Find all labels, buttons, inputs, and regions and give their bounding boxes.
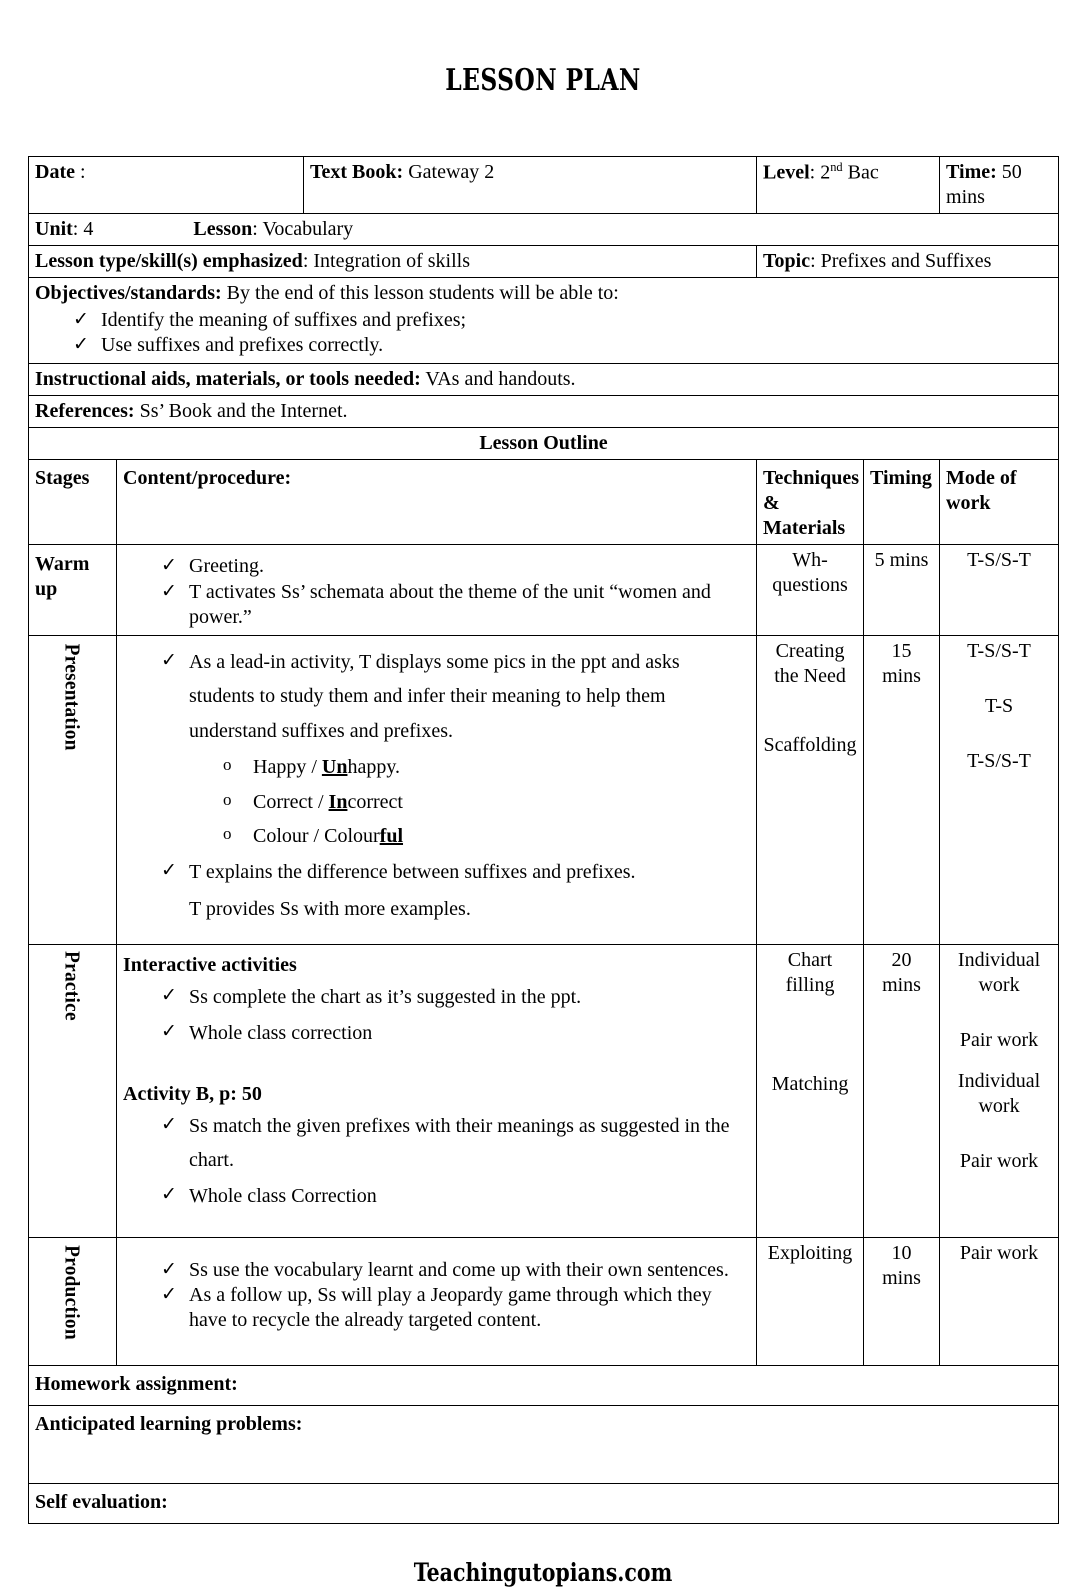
example-plain-1: Happy / bbox=[253, 756, 322, 779]
level-value-ordinal: nd bbox=[830, 160, 843, 174]
warmup-content bbox=[117, 545, 757, 636]
practice-heading-2: Activity B, p: 50 bbox=[123, 1082, 262, 1105]
topic-value: : Prefixes and Suffixes bbox=[810, 250, 992, 272]
table-row-stage-presentation bbox=[29, 636, 1059, 945]
practice-heading-1: Interactive activities bbox=[123, 954, 297, 977]
stage-label-warmup bbox=[29, 545, 117, 636]
list-item: ✓ Whole class correction bbox=[123, 1016, 750, 1050]
homework-label: Homework assignment: bbox=[29, 1366, 1059, 1406]
lesson-type-cell bbox=[29, 246, 757, 278]
column-header-stages: Stages bbox=[29, 460, 117, 545]
list-item: ✓ As a lead-in activity, T displays some pics in the ppt and asks students to study them and infer their meaning to help them understand suffixes and prefixes. bbox=[123, 645, 750, 748]
presentation-technique-1: Creating the Need bbox=[774, 640, 846, 687]
presentation-extra-line: T provides Ss with more examples. bbox=[189, 897, 471, 920]
unit-value: : 4 bbox=[72, 218, 94, 240]
list-item: ✓ T explains the difference between suffixes and prefixes. bbox=[123, 855, 750, 889]
objectives-intro: By the end of this lesson students will be able to: bbox=[221, 282, 619, 304]
list-item: ✓ Ss complete the chart as it’s suggested in the ppt. bbox=[123, 980, 750, 1014]
table-row-aids bbox=[29, 364, 1059, 396]
list-item: ✓ Whole class Correction bbox=[123, 1179, 750, 1213]
presentation-mode-1: T-S/S-T bbox=[967, 640, 1031, 662]
list-item: ✓ Ss use the vocabulary learnt and come up with their own sentences. bbox=[123, 1258, 750, 1283]
table-row-stage-production bbox=[29, 1238, 1059, 1366]
presentation-mode bbox=[940, 636, 1059, 945]
textbook-label: Text Book: bbox=[310, 161, 404, 183]
practice-mode-3: Individual work bbox=[957, 1070, 1041, 1118]
practice-mode-1: Individual work bbox=[957, 949, 1041, 997]
presentation-mode-2: T-S bbox=[984, 695, 1014, 717]
table-row-references bbox=[29, 396, 1059, 428]
stage-label-production bbox=[29, 1238, 117, 1366]
column-header-mode: Mode of work bbox=[940, 460, 1059, 545]
list-item: ✓ Greeting. bbox=[123, 554, 750, 579]
level-value-post: Bac bbox=[842, 161, 879, 184]
level-value-pre: : 2 bbox=[809, 161, 831, 184]
list-item bbox=[123, 785, 750, 819]
date-separator: : bbox=[74, 161, 86, 183]
unit-label: Unit bbox=[35, 218, 73, 240]
example-rest-1: happy. bbox=[347, 756, 401, 779]
presentation-bullet-list-1 bbox=[123, 645, 750, 748]
table-row-stage-practice bbox=[29, 945, 1059, 1238]
column-header-timing: Timing bbox=[864, 460, 940, 545]
production-techniques: Exploiting bbox=[757, 1238, 864, 1366]
table-row-unit-lesson bbox=[29, 214, 1059, 246]
references-label: References: bbox=[35, 400, 135, 422]
unit-lesson-cell bbox=[29, 214, 1059, 246]
table-row-anticipated-problems bbox=[29, 1406, 1059, 1484]
lesson-type-label: Lesson type/skill(s) emphasized bbox=[35, 250, 303, 272]
stage-label-presentation-text: Presentation bbox=[60, 643, 85, 751]
list-item: ✓ Identify the meaning of suffixes and prefixes; bbox=[35, 308, 1052, 333]
objectives-label: Objectives/standards: bbox=[35, 282, 222, 304]
time-cell bbox=[940, 157, 1059, 214]
example-plain-2: Correct / bbox=[253, 790, 329, 813]
presentation-timing: 15 mins bbox=[864, 636, 940, 945]
date-label: Date bbox=[35, 161, 75, 183]
stage-label-practice-text: Practice bbox=[60, 951, 85, 1021]
table-row-outline-headers bbox=[29, 460, 1059, 545]
list-item: ✓ Ss match the given prefixes with their meanings as suggested in the chart. bbox=[123, 1109, 750, 1178]
list-item: ✓ T activates Ss’ schemata about the theme of the unit “women and power.” bbox=[123, 580, 750, 630]
table-row-type-topic bbox=[29, 246, 1059, 278]
presentation-technique-2: Scaffolding bbox=[763, 734, 857, 756]
site-footer: Teachingutopians.com bbox=[413, 1558, 673, 1587]
table-row-stage-warmup bbox=[29, 545, 1059, 636]
stage-label-production-text: Production bbox=[60, 1245, 85, 1340]
practice-bullet-list-2 bbox=[123, 1109, 750, 1213]
practice-timing: 20 mins bbox=[864, 945, 940, 1238]
page-title: LESSON PLAN bbox=[445, 63, 641, 98]
references-cell bbox=[29, 396, 1059, 428]
table-row-self-evaluation bbox=[29, 1484, 1059, 1524]
topic-label: Topic bbox=[763, 250, 811, 272]
lesson-plan-table bbox=[28, 156, 1059, 1524]
stage-label-warmup-line2: up bbox=[35, 578, 58, 600]
list-item bbox=[123, 819, 750, 853]
practice-technique-2: Matching bbox=[771, 1073, 849, 1096]
table-row-homework bbox=[29, 1366, 1059, 1406]
lesson-outline-heading: Lesson Outline bbox=[29, 428, 1059, 460]
presentation-mode-3: T-S/S-T bbox=[967, 750, 1031, 772]
production-mode: Pair work bbox=[940, 1238, 1059, 1366]
aids-label: Instructional aids, materials, or tools needed: bbox=[35, 368, 421, 390]
references-value: Ss’ Book and the Internet. bbox=[134, 400, 348, 422]
list-item: ✓ As a follow up, Ss will play a Jeopardy game through which they have to recycle the already targeted content. bbox=[123, 1283, 750, 1333]
textbook-cell bbox=[304, 157, 757, 214]
time-label: Time: bbox=[946, 161, 997, 183]
practice-mode-2: Pair work bbox=[959, 1029, 1039, 1052]
production-content bbox=[117, 1238, 757, 1366]
production-timing: 10 mins bbox=[864, 1238, 940, 1366]
aids-value: VAs and handouts. bbox=[420, 368, 576, 390]
column-header-content: Content/procedure: bbox=[117, 460, 757, 545]
presentation-content bbox=[117, 636, 757, 945]
warmup-bullet-list bbox=[123, 554, 750, 630]
level-label: Level bbox=[763, 161, 810, 184]
lesson-type-value: : Integration of skills bbox=[302, 250, 471, 272]
lesson-value: : Vocabulary bbox=[252, 218, 354, 240]
example-plain-3: Colour / Colour bbox=[253, 824, 380, 847]
example-rest-2: correct bbox=[347, 790, 403, 813]
presentation-bullet-list-2 bbox=[123, 855, 750, 889]
stage-label-warmup-line1: Warm bbox=[35, 553, 90, 575]
example-affix-2: In bbox=[328, 790, 348, 813]
objectives-intro-line bbox=[35, 281, 1052, 306]
production-bullet-list bbox=[123, 1258, 750, 1333]
aids-cell bbox=[29, 364, 1059, 396]
self-evaluation-label: Self evaluation: bbox=[29, 1484, 1059, 1524]
table-row-identification bbox=[29, 157, 1059, 214]
presentation-example-list bbox=[123, 750, 750, 853]
level-cell bbox=[757, 157, 940, 214]
textbook-value: Gateway 2 bbox=[403, 161, 495, 183]
topic-cell bbox=[757, 246, 1059, 278]
stage-label-practice bbox=[29, 945, 117, 1238]
practice-techniques bbox=[757, 945, 864, 1238]
objectives-cell bbox=[29, 278, 1059, 364]
practice-technique-1: Chart filling bbox=[785, 949, 835, 997]
lesson-label: Lesson bbox=[193, 218, 253, 240]
table-row-objectives bbox=[29, 278, 1059, 364]
list-item bbox=[123, 750, 750, 784]
example-affix-3: ful bbox=[379, 824, 404, 847]
practice-mode bbox=[940, 945, 1059, 1238]
warmup-mode: T-S/S-T bbox=[940, 545, 1059, 636]
date-cell bbox=[29, 157, 304, 214]
list-item: ✓ Use suffixes and prefixes correctly. bbox=[35, 333, 1052, 358]
stage-label-presentation bbox=[29, 636, 117, 945]
example-affix-1: Un bbox=[321, 756, 348, 779]
presentation-techniques bbox=[757, 636, 864, 945]
table-row-lesson-outline-heading bbox=[29, 428, 1059, 460]
warmup-timing: 5 mins bbox=[864, 545, 940, 636]
warmup-techniques: Wh-questions bbox=[757, 545, 864, 636]
practice-mode-4: Pair work bbox=[959, 1150, 1039, 1173]
objectives-list bbox=[35, 308, 1052, 358]
practice-bullet-list-1 bbox=[123, 980, 750, 1050]
practice-content bbox=[117, 945, 757, 1238]
anticipated-problems-label: Anticipated learning problems: bbox=[29, 1406, 1059, 1484]
time-value: 50 mins bbox=[946, 161, 1022, 208]
column-header-techniques: Techniques & Materials bbox=[757, 460, 864, 545]
